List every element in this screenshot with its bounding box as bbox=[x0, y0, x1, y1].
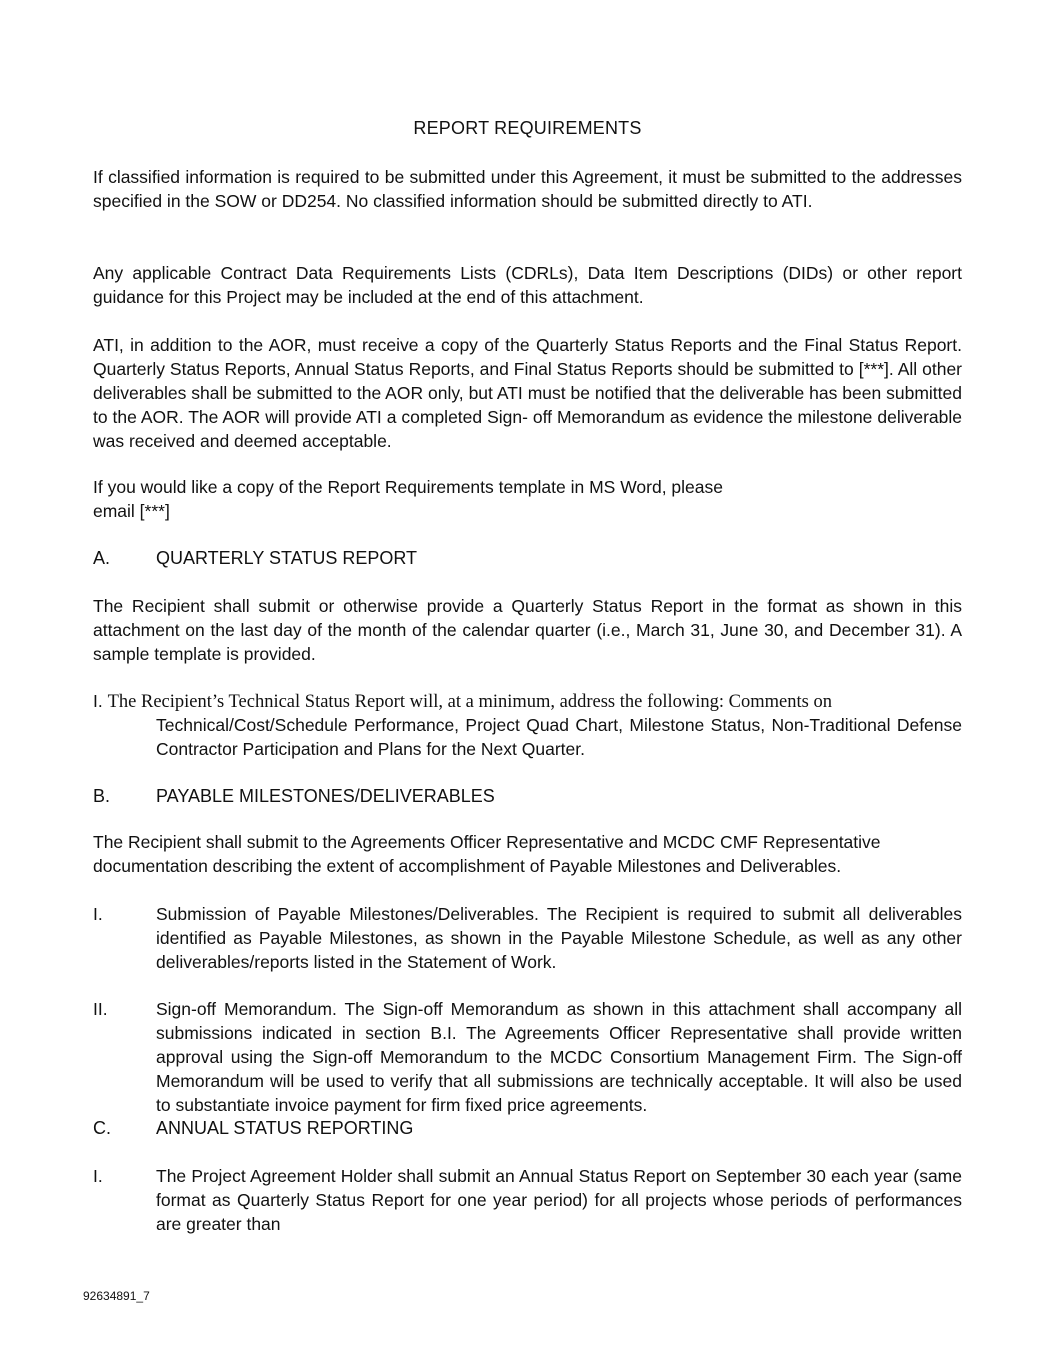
section-b-title: PAYABLE MILESTONES/DELIVERABLES bbox=[156, 786, 495, 806]
template-request-line-2: email [***] bbox=[93, 501, 170, 521]
section-c-heading bbox=[93, 1116, 413, 1140]
section-a-item-1-rest: Technical/Cost/Schedule Performance, Project Quad Chart, Milestone Status, Non-Traditional Defense Contractor Participation and Plans for the Next Quarter. bbox=[156, 715, 962, 759]
section-b-item-2-text: Sign-off Memorandum. The Sign-off Memorandum as shown in this attachment shall accompany all submissions indicated in section B.I. The Agreements Officer Representative shall provide written approval using the Sign-off Memorandum to the MCDC Consortium Management Firm. The Sign-off Memorandum will be used to verify that all submissions are technically acceptable. It will also be used to substantiate invoice payment for firm fixed price agreements. bbox=[156, 999, 962, 1115]
page-title: REPORT REQUIREMENTS bbox=[413, 118, 642, 138]
section-b-item-1-text: Submission of Payable Milestones/Deliverables. The Recipient is required to submit all deliverables identified as Payable Milestones, as shown in the Payable Milestone Schedule, as well as any other deliverables/reports listed in the Statement of Work. bbox=[156, 904, 962, 972]
paragraph-classified-info: If classified information is required to be submitted under this Agreement, it must be submitted to the addresses specified in the SOW or DD254. No classified information should be submitted directly to ATI. bbox=[93, 167, 962, 211]
document-id-footer: 92634891_7 bbox=[83, 1289, 150, 1303]
section-c-item-1-number: I. bbox=[93, 1166, 103, 1186]
section-a-letter: A. bbox=[93, 548, 111, 568]
section-b-letter: B. bbox=[93, 786, 111, 806]
template-request-line-1: If you would like a copy of the Report Requirements template in MS Word, please bbox=[93, 477, 723, 497]
section-c-letter: C. bbox=[93, 1118, 111, 1138]
section-a-item-1-lead: The Recipient’s Technical Status Report will, at a minimum, address the following: Comments on bbox=[107, 692, 832, 712]
section-a-intro: The Recipient shall submit or otherwise provide a Quarterly Status Report in the format as shown in this attachment on the last day of the month of the calendar quarter (i.e., March 31, June 30, and December 31). A sample template is provided. bbox=[93, 596, 962, 664]
paragraph-cdrls: Any applicable Contract Data Requirements Lists (CDRLs), Data Item Descriptions (DIDs) or other report guidance for this Project may be included at the end of this attachment. bbox=[93, 263, 962, 307]
section-a-item-1-number: I. bbox=[93, 691, 103, 711]
paragraph-ati-aor: ATI, in addition to the AOR, must receive a copy of the Quarterly Status Reports and the Final Status Report. Quarterly Status Reports, Annual Status Reports, and Final Status Reports should be submitted to [***]. All other deliverables shall be submitted to the AOR only, but ATI must be notified that the deliverable has been submitted to the AOR. The AOR will provide ATI a completed Sign- off Memorandum as evidence the milestone deliverable was received and deemed acceptable. bbox=[93, 335, 962, 451]
section-b-item-2-number: II. bbox=[93, 999, 108, 1019]
section-c-item-1-text: The Project Agreement Holder shall submit an Annual Status Report on September 30 each year (same format as Quarterly Status Report for one year period) for all projects whose periods of performances are greater than bbox=[156, 1166, 962, 1234]
section-b-intro: The Recipient shall submit to the Agreements Officer Representative and MCDC CMF Representative documentation describing the extent of accomplishment of Payable Milestones and Deliverables. bbox=[93, 832, 881, 876]
section-a-title: QUARTERLY STATUS REPORT bbox=[156, 548, 418, 568]
paragraph-template-request bbox=[93, 475, 962, 523]
section-a-heading bbox=[93, 546, 417, 570]
section-c-title: ANNUAL STATUS REPORTING bbox=[156, 1118, 414, 1138]
section-b-heading bbox=[93, 784, 495, 808]
section-b-item-1-number: I. bbox=[93, 904, 103, 924]
